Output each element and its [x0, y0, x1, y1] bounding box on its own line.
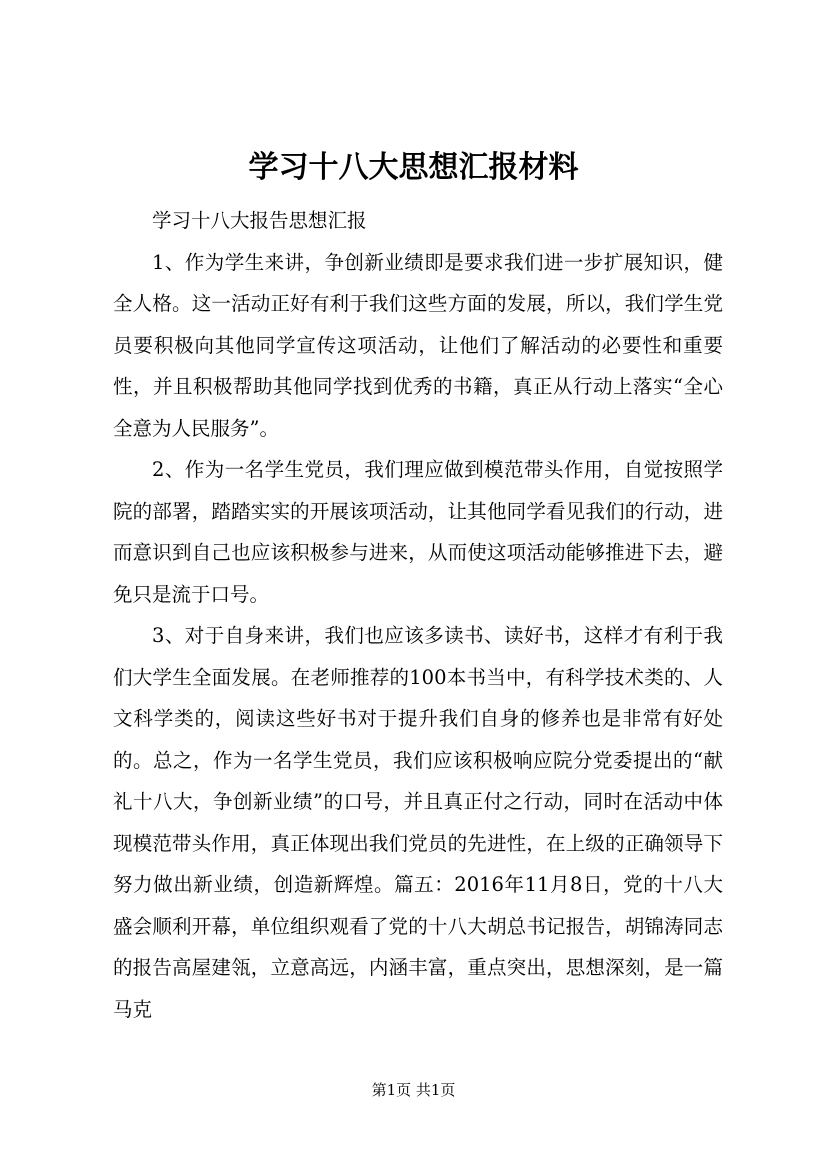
- page-footer: 第1页 共1页: [371, 1081, 456, 1099]
- paragraph-3: 3、对于自身来讲，我们也应该多读书、读好书，这样才有利于我们大学生全面发展。在老师推荐的100本书当中，有科学技术类的、人文科学类的，阅读这些好书对于提升我们自身的修养也是非常有好处的。总之，作为一名学生党员，我们应该积极响应院分党委提出的“献礼十八大，争创新业绩”的口号，并且真正付之行动，同时在活动中体现模范带头作用，真正体现出我们党员的先进性，在上级的正确领导下努力做出新业绩，创造新辉煌。篇五：2016年11月8日，党的十八大盛会顺利开幕，单位组织观看了党的十八大胡总书记报告，胡锦涛同志的报告高屋建瓴，立意高远，内涵丰富，重点突出，思想深刻，是一篇马克: [113, 624, 723, 1021]
- document-title: 学习十八大思想汇报材料: [248, 150, 579, 185]
- document-body: [113, 200, 723, 1030]
- document-subtitle: 学习十八大报告思想汇报: [152, 209, 367, 232]
- paragraph-1: 1、作为学生来讲，争创新业绩即是要求我们进一步扩展知识，健全人格。这一活动正好有利于我们这些方面的发展，所以，我们学生党员要积极向其他同学宣传这项活动，让他们了解活动的必要性和重要性，并且积极帮助其他同学找到优秀的书籍，真正从行动上落实“全心全意为人民服务”。: [113, 250, 723, 440]
- paragraph-2: 2、作为一名学生党员，我们理应做到模范带头作用，自觉按照学院的部署，踏踏实实的开展该项活动，让其他同学看见我们的行动，进而意识到自己也应该积极参与进来，从而使这项活动能够推进下去，避免只是流于口号。: [113, 458, 723, 606]
